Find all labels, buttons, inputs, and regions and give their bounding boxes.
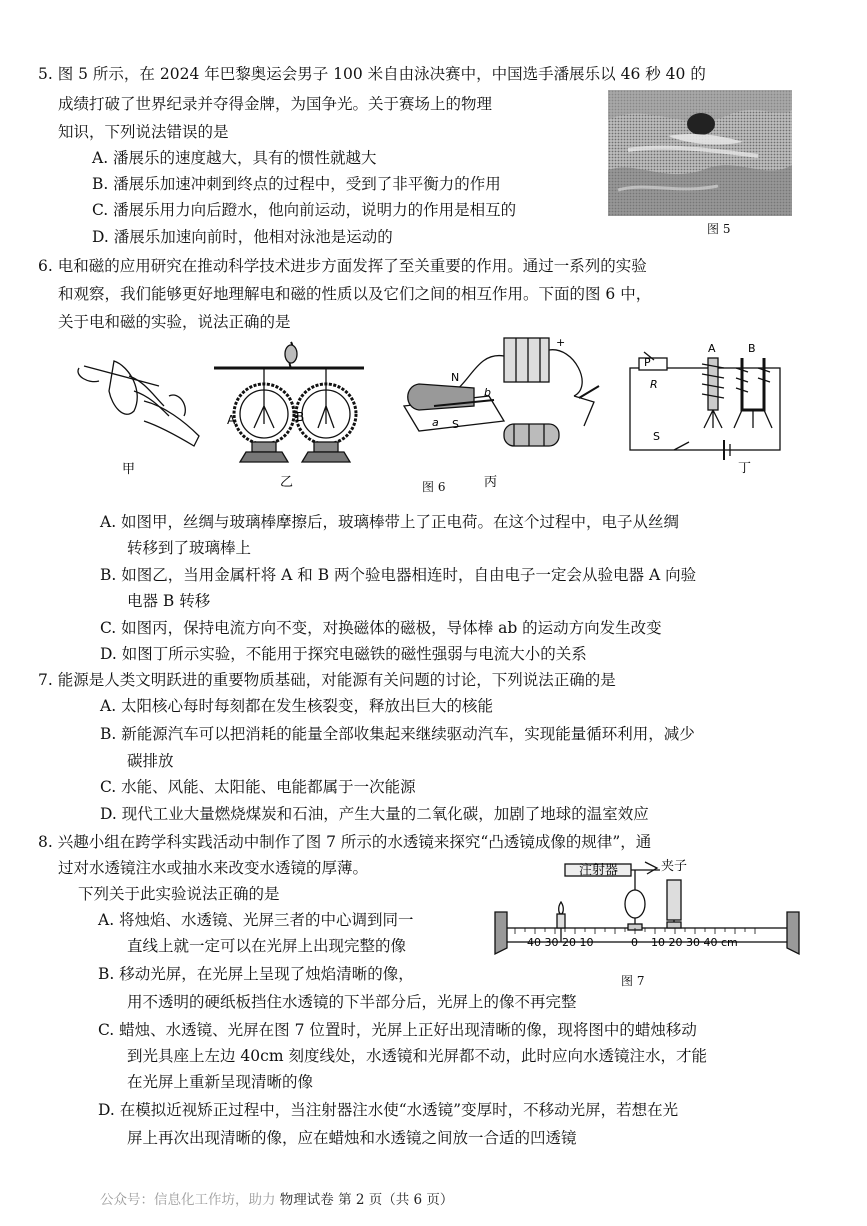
fig6-label-p: P — [644, 356, 651, 369]
figure7-optical-bench — [485, 858, 805, 968]
q7-stem: 7. 能源是人类文明跃进的重要物质基础，对能源有关问题的讨论，下列说法正确的是 — [38, 671, 616, 689]
fig6-label-a-rod: a — [432, 416, 439, 429]
fig7-label-clip: 夹子 — [661, 859, 688, 874]
fig6-yi-electroscopes — [214, 342, 364, 462]
fig6-jia-hands — [78, 361, 199, 446]
q8-option-a-line2: 直线上就一定可以在光屏上出现完整的像 — [127, 937, 407, 955]
q5-option-a: A. 潘展乐的速度越大，具有的惯性就越大 — [92, 149, 377, 167]
fig6-label-plus: + — [556, 336, 566, 349]
fig6-label-coil-a: A — [708, 342, 716, 355]
fig7-scale-right: 10 20 30 40 cm — [651, 936, 738, 949]
q8-option-c-line2: 到光具座上左边 40cm 刻度线处，水透镜和光屏都不动，此时应向水透镜注水，才能 — [127, 1047, 707, 1065]
fig7-scale-zero: 0 — [631, 936, 638, 949]
fig7-scale-left: 40 30 20 10 — [527, 936, 594, 949]
q6-stem-line3: 关于电和磁的实验，说法正确的是 — [58, 313, 291, 331]
fig6-label-a: A — [227, 413, 236, 427]
q6-stem-line2: 和观察，我们能够更好地理解电和磁的性质以及它们之间的相互作用。下面的图 6 中， — [58, 285, 652, 303]
figure6-diagram — [74, 336, 784, 496]
q5-stem-line1: 5. 图 5 所示，在 2024 年巴黎奥运会男子 100 米自由泳决赛中，中国选手潘展乐以 46 秒 40 的 — [38, 65, 706, 83]
fig6-caption-ding: 丁 — [738, 461, 752, 476]
q7-option-d: D. 现代工业大量燃烧煤炭和石油，产生大量的二氧化碳，加剧了地球的温室效应 — [100, 805, 649, 823]
q8-stem-line2: 过对水透镜注水或抽水来改变水透镜的厚薄。 — [58, 859, 369, 877]
fig6-bing-motor — [404, 338, 599, 446]
q8-option-a-line1: A. 将烛焰、水透镜、光屏三者的中心调到同一 — [98, 911, 414, 929]
q6-option-c: C. 如图丙，保持电流方向不变，对换磁体的磁极，导体棒 ab 的运动方向发生改变 — [100, 619, 662, 637]
q8-option-c-line3: 在光屏上重新呈现清晰的像 — [127, 1073, 314, 1091]
fig6-caption-jia: 甲 — [122, 462, 136, 477]
q7-option-a: A. 太阳核心每时每刻都在发生核裂变，释放出巨大的核能 — [100, 697, 494, 715]
q6-stem-line1: 6. 电和磁的应用研究在推动科学技术进步方面发挥了至关重要的作用。通过一系列的实验 — [38, 257, 647, 275]
q5-option-c: C. 潘展乐用力向后蹬水，他向前运动，说明力的作用是相互的 — [92, 201, 517, 219]
footer-source: 公众号：信息化工作坊，助力 — [100, 1192, 276, 1208]
fig6-label-coil-b: B — [748, 342, 756, 355]
fig6-ding-circuit — [630, 352, 780, 460]
q6-option-b-line2: 电器 B 转移 — [127, 592, 211, 610]
fig7-label-syringe: 注射器 — [579, 863, 619, 878]
q6-option-a-line2: 转移到了玻璃棒上 — [127, 539, 252, 557]
swimmer-photo — [608, 90, 792, 216]
footer-page-number: 物理试卷 第 2 页（共 6 页） — [279, 1192, 454, 1208]
fig6-label-switch: S — [653, 430, 660, 443]
q6-option-a-line1: A. 如图甲，丝绸与玻璃棒摩擦后，玻璃棒带上了正电荷。在这个过程中，电子从丝绸 — [100, 513, 680, 531]
q5-stem-line2: 成绩打破了世界纪录并夺得金牌，为国争光。关于赛场上的物理 — [58, 95, 493, 113]
figure5-caption: 图 5 — [707, 222, 731, 236]
q8-option-d-line1: D. 在模拟近视矫正过程中，当注射器注水使“水透镜”变厚时，不移动光屏，若想在光 — [98, 1101, 679, 1119]
q5-stem-line3: 知识，下列说法错误的是 — [58, 123, 229, 141]
fig6-label-b-rod: b — [484, 386, 491, 399]
q8-stem-line3: 下列关于此实验说法正确的是 — [78, 885, 280, 903]
page-footer — [100, 1188, 453, 1208]
q8-option-b-line2: 用不透明的硬纸板挡住水透镜的下半部分后，光屏上的像不再完整 — [127, 993, 577, 1011]
q7-option-c: C. 水能、风能、太阳能、电能都属于一次能源 — [100, 778, 416, 796]
q8-stem-line1: 8. 兴趣小组在跨学科实践活动中制作了图 7 所示的水透镜来探究“凸透镜成像的规律”，通 — [38, 833, 652, 851]
figure7-caption: 图 7 — [621, 974, 645, 988]
q7-option-b-line1: B. 新能源汽车可以把消耗的能量全部收集起来继续驱动汽车，实现能量循环利用，减少 — [100, 725, 695, 743]
q8-option-c-line1: C. 蜡烛、水透镜、光屏在图 7 位置时，光屏上正好出现清晰的像，现将图中的蜡烛移动 — [98, 1021, 697, 1039]
fig6-label-r: R — [650, 378, 658, 391]
q8-option-b-line1: B. 移动光屏，在光屏上呈现了烛焰清晰的像， — [98, 965, 414, 983]
figure6-caption: 图 6 — [422, 480, 446, 494]
q6-option-d: D. 如图丁所示实验，不能用于探究电磁铁的磁性强弱与电流大小的关系 — [100, 645, 587, 663]
q8-option-d-line2: 屏上再次出现清晰的像，应在蜡烛和水透镜之间放一合适的凹透镜 — [127, 1129, 577, 1147]
q7-option-b-line2: 碳排放 — [127, 752, 174, 770]
fig6-label-n: N — [451, 371, 460, 384]
q6-option-b-line1: B. 如图乙，当用金属杆将 A 和 B 两个验电器相连时，自由电子一定会从验电器 A 向验 — [100, 566, 697, 584]
fig6-caption-yi: 乙 — [280, 475, 294, 490]
fig6-label-b: B — [296, 410, 305, 424]
fig6-label-s: S — [452, 418, 459, 431]
q5-option-d: D. 潘展乐加速向前时，他相对泳池是运动的 — [92, 228, 393, 246]
q5-option-b: B. 潘展乐加速冲刺到终点的过程中，受到了非平衡力的作用 — [92, 175, 501, 193]
fig6-caption-bing: 丙 — [484, 475, 498, 490]
